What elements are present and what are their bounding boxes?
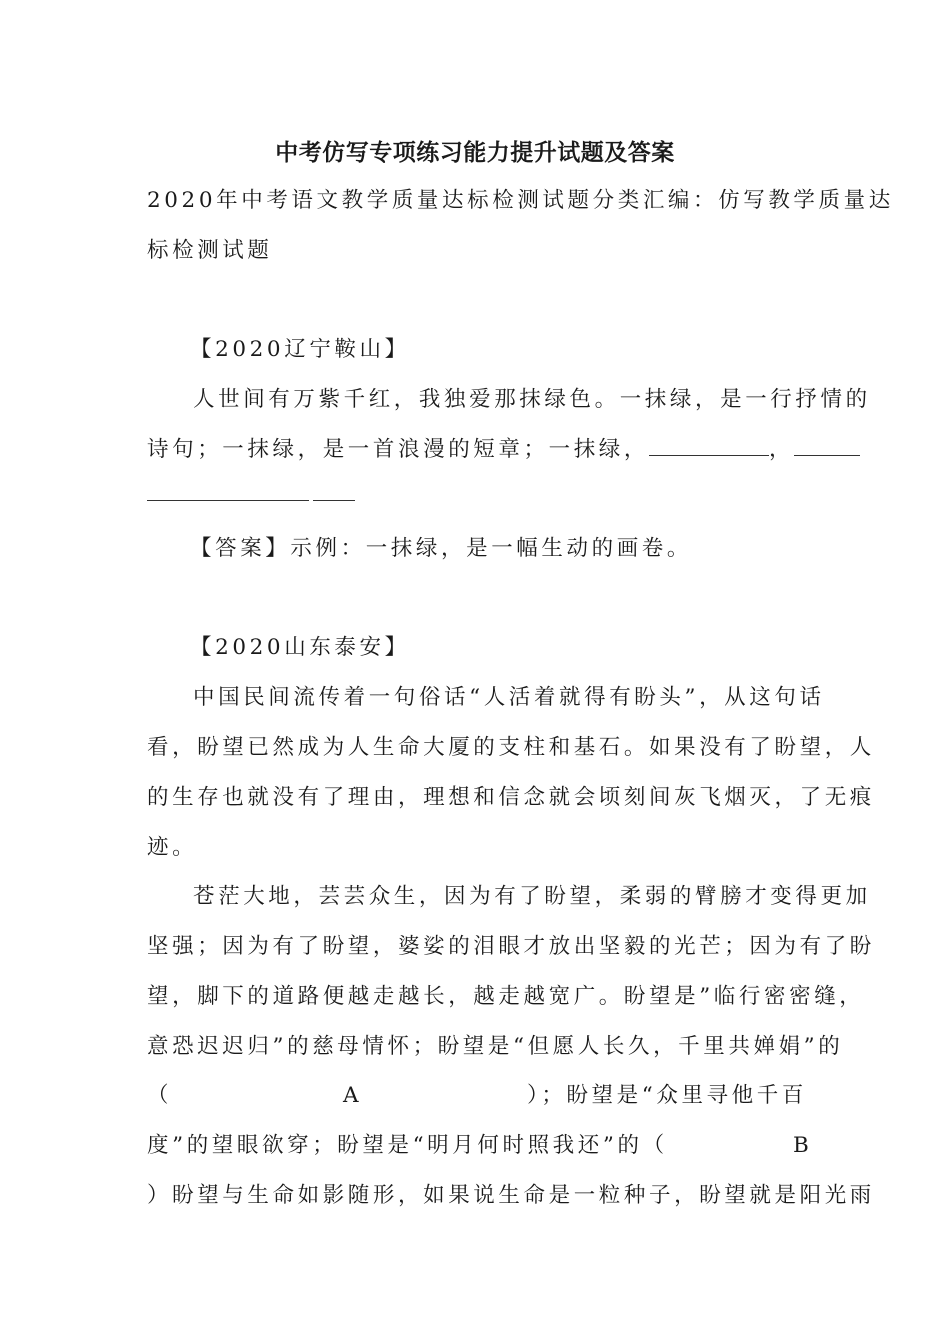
q2-source: 【2020山东泰安】 xyxy=(190,635,410,660)
page-title: 中考仿写专项练习能力提升试题及答案 xyxy=(275,140,675,166)
q1-line-2 xyxy=(147,435,860,465)
q2-p2-line-5-rest: ）；盼望是“众里寻他千百 xyxy=(527,1083,807,1108)
q2-p1-line-4: 迹。 xyxy=(147,835,198,860)
answer-blank-2-start xyxy=(794,437,860,456)
q2-p1-line-3: 的生存也就没有了理由，理想和信念就会顷刻间灰飞烟灭，了无痕 xyxy=(147,785,875,810)
answer-blank-1 xyxy=(649,437,769,456)
q2-p2-line-1: 苍茫大地，芸芸众生，因为有了盼望，柔弱的臂膀才变得更加 xyxy=(193,884,871,909)
gap-label-a: A xyxy=(343,1083,359,1108)
q2-p1-line-2: 看，盼望已然成为人生命大厦的支柱和基石。如果没有了盼望，人 xyxy=(147,735,875,760)
q2-p2-line-5-open: （ xyxy=(147,1083,169,1108)
dash-mark xyxy=(313,486,355,501)
q2-p2-line-3: 望，脚下的道路便越走越长，越走越宽广。盼望是”临行密密缝， xyxy=(147,984,865,1009)
subtitle-line-1: 2020年中考语文教学质量达标检测试题分类汇编：仿写教学质量达 xyxy=(147,188,894,213)
q1-source: 【2020辽宁鞍山】 xyxy=(190,337,410,362)
q1-line-2-text: 诗句；一抹绿，是一首浪漫的短章；一抹绿， xyxy=(147,437,650,462)
answer-blank-2-end xyxy=(147,482,309,501)
q2-p2-line-2: 坚强；因为有了盼望，婆娑的泪眼才放出坚毅的光芒；因为有了盼 xyxy=(147,934,875,959)
q2-p2-line-4: 意恐迟迟归”的慈母情怀；盼望是“但愿人长久，千里共婵娟”的 xyxy=(147,1034,844,1059)
q1-answer: 【答案】示例：一抹绿，是一幅生动的画卷。 xyxy=(190,536,693,561)
q1-line-1: 人世间有万紫千红，我独爱那抹绿色。一抹绿，是一行抒情的 xyxy=(193,387,871,412)
subtitle-line-2: 标检测试题 xyxy=(147,238,273,263)
q2-p2-line-7: ）盼望与生命如影随形，如果说生命是一粒种子，盼望就是阳光雨 xyxy=(147,1183,875,1208)
gap-label-b: B xyxy=(793,1133,809,1158)
q1-line-2-comma: ， xyxy=(769,437,795,462)
q2-p1-line-1: 中国民间流传着一句俗话“人活着就得有盼头”，从这句话 xyxy=(193,685,825,710)
q1-line-3 xyxy=(147,480,355,510)
q2-p2-line-6-text: 度”的望眼欲穿；盼望是“明月何时照我还”的（ xyxy=(147,1133,668,1158)
